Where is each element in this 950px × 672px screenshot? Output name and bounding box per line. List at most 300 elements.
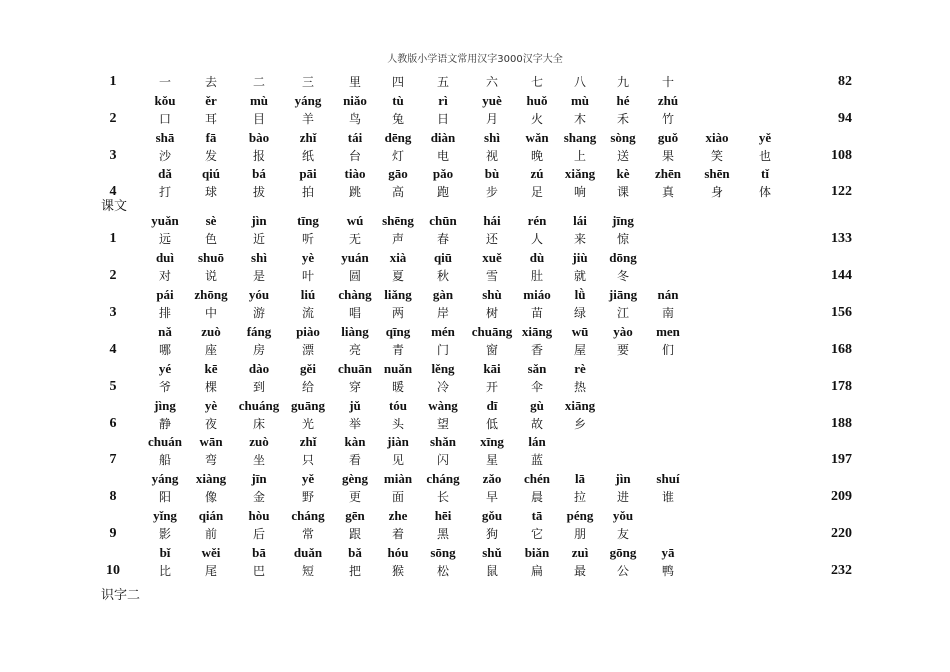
pinyin: mù (570, 93, 590, 108)
pinyin: men (656, 324, 680, 339)
pinyin: nán (657, 287, 679, 302)
pinyin: shǔ (482, 545, 502, 560)
pinyin: sè (205, 213, 217, 228)
pinyin: shì (251, 250, 267, 265)
hanzi: 足 (530, 185, 543, 199)
hanzi: 里 (348, 75, 361, 89)
pinyin: nǎ (158, 324, 172, 339)
hanzi: 坐 (252, 453, 265, 467)
hanzi: 香 (530, 343, 543, 357)
hanzi: 禾 (616, 112, 629, 126)
hanzi: 拉 (573, 490, 586, 504)
pinyin: tǐ (761, 166, 769, 181)
hanzi: 电 (436, 149, 449, 163)
pinyin: hóu (387, 545, 409, 560)
pinyin: huǒ (526, 93, 548, 108)
pinyin: shēng (382, 213, 414, 228)
hanzi: 只 (301, 453, 314, 467)
pinyin: zuì (571, 545, 589, 560)
pinyin: zhǐ (299, 434, 317, 449)
pinyin: kàn (344, 434, 366, 449)
pinyin: qiú (201, 166, 221, 181)
pinyin: liàng (341, 324, 369, 339)
pinyin: ěr (205, 93, 217, 108)
hanzi: 耳 (204, 112, 217, 126)
pinyin: xiāng (564, 398, 596, 413)
pinyin: yuán (341, 250, 369, 265)
pinyin: shì (484, 130, 500, 145)
hanzi: 唱 (348, 306, 361, 320)
pinyin: chén (524, 471, 550, 486)
hanzi: 体 (758, 185, 771, 199)
hanzi: 春 (436, 232, 449, 246)
hanzi: 两 (391, 306, 404, 320)
hanzi: 闪 (436, 453, 449, 467)
hanzi: 朋 (573, 527, 586, 541)
page-number: 220 (831, 526, 852, 541)
pinyin: zhēn (655, 166, 681, 181)
pinyin: jìn (615, 471, 631, 486)
row-number: 8 (109, 489, 117, 504)
hanzi: 听 (301, 232, 314, 246)
hanzi: 船 (158, 453, 171, 467)
row-number: 9 (109, 526, 117, 541)
pinyin: shang (563, 130, 597, 145)
pinyin: shuō (197, 250, 225, 265)
hanzi: 开 (485, 380, 498, 394)
pinyin: pǎo (432, 166, 454, 181)
pinyin: lěng (431, 361, 455, 376)
page-number: 144 (831, 268, 852, 283)
pinyin: lán (528, 434, 546, 449)
pinyin: shù (482, 287, 502, 302)
hanzi: 静 (158, 417, 171, 431)
pinyin: tīng (297, 213, 319, 228)
pinyin: xiāng (521, 324, 553, 339)
hanzi: 扁 (530, 564, 543, 578)
hanzi: 灯 (391, 149, 404, 163)
pinyin: xià (389, 250, 407, 265)
hanzi: 狗 (485, 527, 498, 541)
row-number: 1 (109, 74, 117, 89)
hanzi: 谁 (661, 490, 674, 504)
hanzi: 金 (252, 490, 265, 504)
pinyin: xīng (480, 434, 504, 449)
pinyin: shǎn (429, 434, 457, 449)
hanzi: 笑 (710, 149, 723, 163)
hanzi: 早 (485, 490, 498, 504)
hanzi: 常 (301, 527, 314, 541)
pinyin: dào (248, 361, 270, 376)
hanzi: 惊 (616, 232, 629, 246)
hanzi: 冷 (436, 380, 449, 394)
pinyin: yóu (248, 287, 270, 302)
pinyin: miàn (383, 471, 413, 486)
hanzi: 低 (485, 417, 498, 431)
pinyin: zǎo (482, 471, 502, 486)
hanzi: 十 (661, 75, 674, 89)
hanzi: 爷 (158, 380, 171, 394)
hanzi: 竹 (661, 112, 674, 126)
row-number: 4 (109, 184, 117, 199)
pinyin: bá (252, 166, 266, 181)
page-number: 94 (838, 111, 852, 126)
pinyin: yě (301, 471, 315, 486)
pinyin: xiàng (195, 471, 227, 486)
hanzi: 影 (158, 527, 171, 541)
hanzi: 月 (485, 112, 498, 126)
character-row (0, 250, 950, 286)
hanzi: 江 (616, 306, 629, 320)
pinyin: yuè (482, 93, 502, 108)
page-number: 82 (838, 74, 852, 89)
hanzi: 上 (573, 149, 586, 163)
hanzi: 弯 (204, 453, 217, 467)
hanzi: 果 (661, 149, 674, 163)
pinyin: lǜ (574, 287, 586, 302)
hanzi: 肚 (530, 269, 543, 283)
pinyin: kē (204, 361, 218, 376)
pinyin: hòu (248, 508, 270, 523)
hanzi: 也 (758, 149, 771, 163)
hanzi: 门 (436, 343, 449, 357)
pinyin: yǒu (612, 508, 634, 523)
hanzi: 屋 (573, 343, 586, 357)
hanzi: 青 (391, 343, 404, 357)
hanzi: 还 (485, 232, 498, 246)
pinyin: chuāng (471, 324, 513, 339)
hanzi: 亮 (348, 343, 361, 357)
page-number: 122 (831, 184, 852, 199)
pinyin: guǒ (657, 130, 679, 145)
hanzi: 头 (391, 417, 404, 431)
pinyin: bù (484, 166, 500, 181)
pinyin: dī (486, 398, 498, 413)
page-number: 188 (831, 416, 852, 431)
pinyin: bào (248, 130, 270, 145)
hanzi: 着 (391, 527, 404, 541)
character-row (0, 166, 950, 202)
pinyin: gāo (388, 166, 408, 181)
hanzi: 长 (436, 490, 449, 504)
hanzi: 去 (204, 75, 217, 89)
hanzi: 窗 (485, 343, 498, 357)
pinyin: duǎn (293, 545, 323, 560)
pinyin: yáng (294, 93, 322, 108)
pinyin: duì (155, 250, 175, 265)
hanzi: 纸 (301, 149, 314, 163)
hanzi: 把 (348, 564, 361, 578)
character-row (0, 471, 950, 507)
pinyin: hái (483, 213, 501, 228)
hanzi: 夜 (204, 417, 217, 431)
pinyin: wàng (428, 398, 458, 413)
pinyin: xuě (482, 250, 502, 265)
character-row (0, 434, 950, 470)
hanzi: 伞 (530, 380, 543, 394)
character-row (0, 213, 950, 249)
hanzi: 进 (616, 490, 629, 504)
hanzi: 棵 (204, 380, 217, 394)
hanzi: 最 (573, 564, 586, 578)
hanzi: 冬 (616, 269, 629, 283)
pinyin: dù (529, 250, 545, 265)
hanzi: 暖 (391, 380, 404, 394)
hanzi: 木 (573, 112, 586, 126)
pinyin: biǎn (524, 545, 550, 560)
row-number: 5 (109, 379, 117, 394)
page-number: 133 (831, 231, 852, 246)
pinyin: diàn (430, 130, 456, 145)
hanzi: 八 (573, 75, 586, 89)
pinyin: gěi (300, 361, 316, 376)
page-number: 232 (831, 563, 852, 578)
hanzi: 叶 (301, 269, 314, 283)
hanzi: 秋 (436, 269, 449, 283)
hanzi: 中 (204, 306, 217, 320)
pinyin: rén (527, 213, 547, 228)
hanzi: 鸟 (348, 112, 361, 126)
hanzi: 四 (391, 75, 404, 89)
pinyin: gù (530, 398, 544, 413)
hanzi: 七 (530, 75, 543, 89)
hanzi: 游 (252, 306, 265, 320)
hanzi: 绿 (573, 306, 586, 320)
hanzi: 短 (301, 564, 314, 578)
hanzi: 们 (661, 343, 674, 357)
hanzi: 要 (616, 343, 629, 357)
hanzi: 无 (348, 232, 361, 246)
hanzi: 真 (661, 185, 674, 199)
hanzi: 对 (158, 269, 171, 283)
character-row (0, 545, 950, 581)
hanzi: 见 (391, 453, 404, 467)
hanzi: 穿 (348, 380, 361, 394)
pinyin: chàng (338, 287, 372, 302)
page-number: 178 (831, 379, 852, 394)
hanzi: 鸭 (661, 564, 674, 578)
pinyin: zhōng (194, 287, 228, 302)
hanzi: 步 (485, 185, 498, 199)
hanzi: 口 (158, 112, 171, 126)
hanzi: 视 (485, 149, 498, 163)
hanzi: 比 (158, 564, 171, 578)
character-row (0, 361, 950, 397)
hanzi: 公 (616, 564, 629, 578)
pinyin: wǎn (525, 130, 549, 145)
pinyin: dēng (384, 130, 412, 145)
pinyin: sòng (610, 130, 636, 145)
page-number: 197 (831, 452, 852, 467)
pinyin: jìng (154, 398, 176, 413)
character-row (0, 93, 950, 129)
hanzi: 漂 (301, 343, 314, 357)
page-number: 168 (831, 342, 852, 357)
pinyin: jìn (251, 213, 267, 228)
pinyin: fā (205, 130, 217, 145)
row-number: 7 (109, 452, 117, 467)
hanzi: 乡 (573, 417, 586, 431)
pinyin: kāi (483, 361, 501, 376)
pinyin: xiào (705, 130, 729, 145)
pinyin: jīng (612, 213, 634, 228)
hanzi: 响 (573, 185, 586, 199)
pinyin: mù (249, 93, 269, 108)
pinyin: rè (574, 361, 586, 376)
hanzi: 尾 (204, 564, 217, 578)
hanzi: 到 (252, 380, 265, 394)
pinyin: yè (204, 398, 218, 413)
row-number: 3 (109, 148, 117, 163)
hanzi: 拔 (252, 185, 265, 199)
hanzi: 声 (391, 232, 404, 246)
hanzi: 床 (252, 417, 265, 431)
hanzi: 黑 (436, 527, 449, 541)
pinyin: jīn (251, 471, 267, 486)
hanzi: 一 (158, 75, 171, 89)
pinyin: yào (613, 324, 633, 339)
pinyin: gǒu (481, 508, 503, 523)
page-number: 156 (831, 305, 852, 320)
pinyin: mén (431, 324, 455, 339)
hanzi: 猴 (391, 564, 404, 578)
pinyin: yè (301, 250, 315, 265)
pinyin: zhǐ (299, 130, 317, 145)
hanzi: 高 (391, 185, 404, 199)
row-number: 4 (109, 342, 117, 357)
character-row (0, 398, 950, 434)
hanzi: 羊 (301, 112, 314, 126)
hanzi: 树 (485, 306, 498, 320)
hanzi: 看 (348, 453, 361, 467)
pinyin: zuò (201, 324, 221, 339)
hanzi: 色 (204, 232, 217, 246)
pinyin: qīng (385, 324, 411, 339)
pinyin: liú (300, 287, 316, 302)
pinyin: piào (296, 324, 320, 339)
pinyin: guāng (291, 398, 325, 413)
pinyin: wěi (201, 545, 221, 560)
hanzi: 晚 (530, 149, 543, 163)
pinyin: yé (158, 361, 172, 376)
pinyin: bǐ (159, 545, 171, 560)
hanzi: 沙 (158, 149, 171, 163)
page-number: 209 (831, 489, 852, 504)
hanzi: 后 (252, 527, 265, 541)
hanzi: 人 (530, 232, 543, 246)
hanzi: 阳 (158, 490, 171, 504)
hanzi: 跳 (348, 185, 361, 199)
hanzi: 送 (616, 149, 629, 163)
hanzi: 友 (616, 527, 629, 541)
hanzi: 球 (204, 185, 217, 199)
pinyin: zuò (249, 434, 269, 449)
pinyin: tā (531, 508, 543, 523)
hanzi: 五 (436, 75, 449, 89)
hanzi: 跟 (348, 527, 361, 541)
pinyin: chūn (429, 213, 457, 228)
pinyin: zhú (657, 93, 679, 108)
section-label: 课文 (101, 199, 128, 214)
row-number: 6 (109, 416, 117, 431)
hanzi: 说 (204, 269, 217, 283)
hanzi: 近 (252, 232, 265, 246)
pinyin: wū (571, 324, 589, 339)
hanzi: 星 (485, 453, 498, 467)
hanzi: 野 (301, 490, 314, 504)
pinyin: chuān (338, 361, 372, 376)
pinyin: gàn (432, 287, 454, 302)
pinyin: pāi (299, 166, 317, 181)
pinyin: dǎ (158, 166, 172, 181)
pinyin: kǒu (154, 93, 176, 108)
row-number: 3 (109, 305, 117, 320)
hanzi: 拍 (301, 185, 314, 199)
pinyin: jǔ (349, 398, 361, 413)
pinyin: gēn (345, 508, 365, 523)
pinyin: miáo (523, 287, 551, 302)
hanzi: 三 (301, 75, 314, 89)
pinyin: zú (530, 166, 544, 181)
hanzi: 流 (301, 306, 314, 320)
hanzi: 夏 (391, 269, 404, 283)
pinyin: nuǎn (383, 361, 413, 376)
hanzi: 南 (661, 306, 674, 320)
hanzi: 举 (348, 417, 361, 431)
hanzi: 鼠 (485, 564, 498, 578)
pinyin: yǐng (153, 508, 177, 523)
pinyin: péng (566, 508, 594, 523)
hanzi: 火 (530, 112, 543, 126)
hanzi: 日 (436, 112, 449, 126)
pinyin: chuáng (238, 398, 280, 413)
hanzi: 九 (616, 75, 629, 89)
hanzi: 苗 (530, 306, 543, 320)
pinyin: shēn (704, 166, 730, 181)
hanzi: 二 (252, 75, 265, 89)
pinyin: yě (758, 130, 772, 145)
character-row (0, 130, 950, 166)
hanzi: 热 (573, 380, 586, 394)
character-row (0, 508, 950, 544)
hanzi: 报 (252, 149, 265, 163)
hanzi: 哪 (158, 343, 171, 357)
hanzi: 巴 (252, 564, 265, 578)
hanzi: 身 (710, 185, 723, 199)
pinyin: jiāng (608, 287, 638, 302)
pinyin: shā (155, 130, 175, 145)
pinyin: chuán (148, 434, 182, 449)
hanzi: 松 (436, 564, 449, 578)
pinyin: sōng (430, 545, 456, 560)
hanzi: 远 (158, 232, 171, 246)
hanzi: 课 (616, 185, 629, 199)
pinyin: zhe (388, 508, 408, 523)
character-row (0, 287, 950, 323)
hanzi: 更 (348, 490, 361, 504)
hanzi: 是 (252, 269, 265, 283)
hanzi: 打 (158, 185, 171, 199)
hanzi: 圆 (348, 269, 361, 283)
hanzi: 岸 (436, 306, 449, 320)
pinyin: xiǎng (564, 166, 596, 181)
pinyin: jiàn (387, 434, 409, 449)
pinyin: hé (616, 93, 630, 108)
pinyin: dōng (609, 250, 637, 265)
hanzi: 它 (530, 527, 543, 541)
page-number: 108 (831, 148, 852, 163)
hanzi: 房 (252, 343, 265, 357)
